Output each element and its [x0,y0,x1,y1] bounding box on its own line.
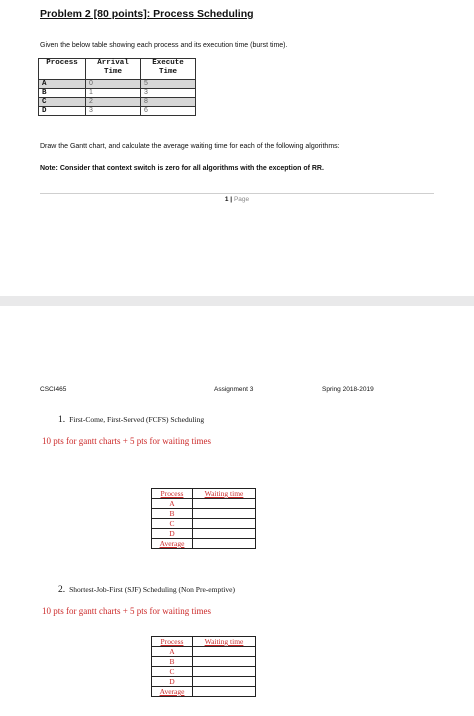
page-2 [0,306,474,716]
arrival-cell: 3 [86,107,141,116]
process-cell: D [39,107,86,116]
average-label: Average [159,687,185,696]
table-row [39,107,196,116]
header-process-label: Process [160,489,184,498]
note-text: Note: Consider that context switch is zero for all algorithms with the exception of RR. [40,165,324,172]
header-process-label: Process [160,637,184,646]
problem-title: Problem 2 [80 points]: Process Scheduling [40,8,254,20]
process-cell: D [152,529,193,539]
process-cell: C [152,667,193,677]
execute-cell: 6 [141,107,196,116]
header-arrival-label: Arrival Time [97,59,129,76]
process-table [38,58,196,116]
process-cell: C [152,519,193,529]
waiting-cell[interactable] [193,657,256,667]
page-label: Page [233,196,250,203]
header-waiting-label: Waiting time [204,637,244,646]
footer-divider [40,193,434,194]
section-number: 1. [58,415,66,425]
process-cell: B [152,657,193,667]
table-row [152,499,256,509]
section-fcfs-points: 10 pts for gantt charts + 5 pts for waiting times [42,436,212,446]
section-title-text: Shortest-Job-First (SJF) Scheduling (Non Pre-emptive) [69,585,235,594]
header-assignment: Assignment 3 [214,386,254,393]
waiting-cell[interactable] [193,687,256,697]
header-arrival-time [86,59,141,80]
process-cell: A [152,647,193,657]
waiting-table-header [152,637,256,647]
process-cell [152,539,193,549]
intro-text: Given the below table showing each process and its execution time (burst time). [40,42,288,49]
waiting-cell[interactable] [193,529,256,539]
table-row [152,677,256,687]
header-process: Process [39,59,86,80]
table-row [152,657,256,667]
page-1 [0,0,474,296]
waiting-table-header [152,489,256,499]
process-cell: A [39,80,86,89]
header-process [152,637,193,647]
table-row [152,519,256,529]
draw-instruction: Draw the Gantt chart, and calculate the average waiting time for each of the following algorithms: [40,143,340,150]
table-row [152,687,256,697]
waiting-cell[interactable] [193,667,256,677]
table-row [152,529,256,539]
table-row [152,539,256,549]
process-cell: D [152,677,193,687]
waiting-cell[interactable] [193,519,256,529]
process-cell [152,687,193,697]
execute-cell: 8 [141,98,196,107]
waiting-cell[interactable] [193,499,256,509]
execute-cell: 5 [141,80,196,89]
header-waiting-label: Waiting time [204,489,244,498]
header-waiting-time [193,637,256,647]
process-table-header [39,59,196,80]
page-number: 1 | [224,196,233,203]
header-process [152,489,193,499]
table-row [152,667,256,677]
arrival-cell: 2 [86,98,141,107]
process-cell: B [39,89,86,98]
sjf-waiting-table [151,636,256,697]
process-cell: C [39,98,86,107]
header-course: CSCI465 [40,386,67,393]
section-number: 2. [58,585,66,595]
header-execute-label: Execute Time [152,59,184,76]
average-label: Average [159,539,185,548]
page-footer [0,196,474,203]
header-execute-time [141,59,196,80]
table-row [152,509,256,519]
waiting-cell[interactable] [193,539,256,549]
waiting-cell[interactable] [193,509,256,519]
execute-cell: 3 [141,89,196,98]
fcfs-waiting-table [151,488,256,549]
section-fcfs-title [58,415,204,425]
header-waiting-time [193,489,256,499]
table-row [39,98,196,107]
waiting-cell[interactable] [193,647,256,657]
section-title-text: First-Come, First-Served (FCFS) Scheduling [69,415,205,424]
arrival-cell: 1 [86,89,141,98]
table-row [152,647,256,657]
waiting-cell[interactable] [193,677,256,687]
arrival-cell: 0 [86,80,141,89]
table-row [39,89,196,98]
process-cell: A [152,499,193,509]
table-row [39,80,196,89]
process-cell: B [152,509,193,519]
section-sjf-title [58,585,235,595]
section-sjf-points: 10 pts for gantt charts + 5 pts for waiting times [42,606,212,616]
header-term: Spring 2018-2019 [322,386,374,393]
